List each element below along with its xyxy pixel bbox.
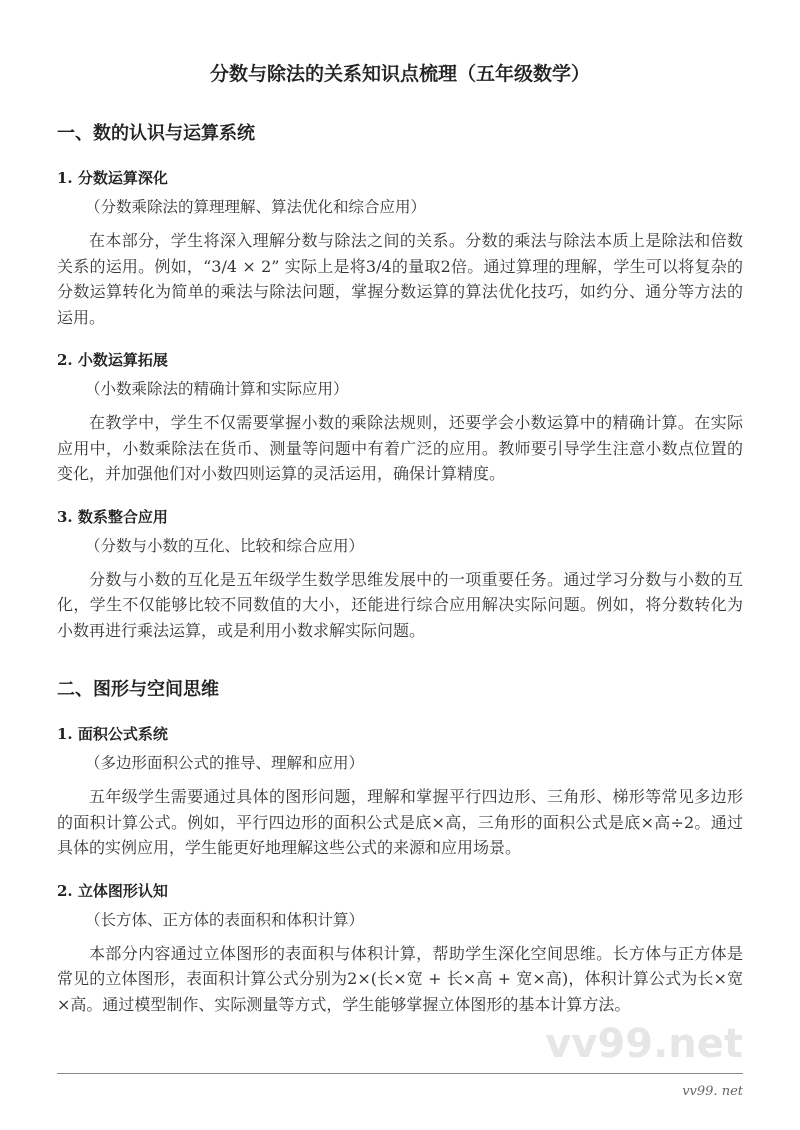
subsection-heading: 1. 面积公式系统 <box>57 725 168 743</box>
paragraph: 在本部分，学生将深入理解分数与除法之间的关系。分数的乘法与除法本质上是除法和倍数关系的运用。例如，“3/4 × 2” 实际上是将3/4的量取2倍。通过算理的理解，学生可以将复杂的分数运算转化为简单的乘法与除法问题，掌握分数运算的算法优化技巧，如约分、通分等方法的运用。 <box>57 231 743 327</box>
subsection-heading: 2. 立体图形认知 <box>57 881 168 900</box>
footer-text: vv99. net <box>682 1084 743 1099</box>
paragraph: 本部分内容通过立体图形的表面积与体积计算，帮助学生深化空间思维。长方体与正方体是常见的立体图形，表面积计算公式分别为2×(长×宽 + 长×高 + 宽×高)，体积计算公式为长×宽×高。通过模型制作、实际测量等方式，学生能够掌握立体图形的基本计算方法。 <box>57 943 743 1014</box>
subsection-subtitle: （小数乘除法的精确计算和实际应用） <box>85 380 349 398</box>
subsection-heading: 3. 数系整合应用 <box>57 507 168 526</box>
section-heading: 二、图形与空间思维 <box>57 679 219 700</box>
watermark: vv99.net <box>545 1021 743 1067</box>
paragraph: 分数与小数的互化是五年级学生数学思维发展中的一项重要任务。通过学习分数与小数的互化，学生不仅能够比较不同数值的大小，还能进行综合应用解决实际问题。例如，将分数转化为小数再进行乘法运算，或是利用小数求解实际问题。 <box>57 569 743 640</box>
subsection-subtitle: （多边形面积公式的推导、理解和应用） <box>85 754 365 772</box>
subsection-heading: 1. 分数运算深化 <box>57 169 168 187</box>
paragraph: 五年级学生需要通过具体的图形问题，理解和掌握平行四边形、三角形、梯形等常见多边形的面积计算公式。例如，平行四边形的面积公式是底×高，三角形的面积公式是底×高÷2。通过具体的实例应用，学生能更好地理解这些公式的来源和应用场景。 <box>57 787 743 857</box>
subsection-subtitle: （分数乘除法的算理理解、算法优化和综合应用） <box>85 198 427 216</box>
subsection-heading: 2. 小数运算拓展 <box>57 351 168 369</box>
paragraph: 在教学中，学生不仅需要掌握小数的乘除法规则，还要学会小数运算中的精确计算。在实际应用中，小数乘除法在货币、测量等问题中有着广泛的应用。教师要引导学生注意小数点位置的变化，并加强他们对小数四则运算的灵活运用，确保计算精度。 <box>57 413 743 483</box>
subsection-subtitle: （分数与小数的互化、比较和综合应用） <box>85 536 365 555</box>
page-title: 分数与除法的关系知识点梳理（五年级数学） <box>209 63 590 85</box>
subsection-subtitle: （长方体、正方体的表面积和体积计算） <box>85 910 365 929</box>
footer-divider <box>57 1073 743 1074</box>
section-heading: 一、数的认识与运算系统 <box>57 123 255 144</box>
